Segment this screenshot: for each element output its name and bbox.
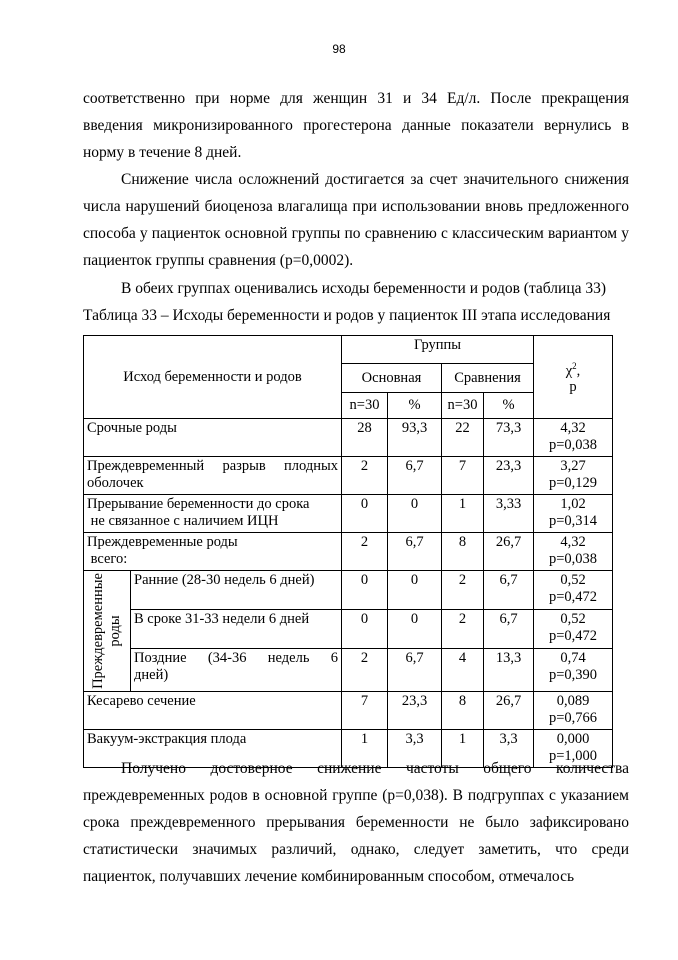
- row-label: [131, 648, 342, 691]
- chi-value: 4,32: [560, 534, 586, 550]
- row-label: Вакуум-экстракция плода: [84, 730, 342, 768]
- cell-pct-comparison: 73,3: [484, 419, 534, 457]
- cell-pct-comparison: 6,7: [484, 571, 534, 610]
- p-value: p=0,472: [548, 589, 598, 605]
- cell-n-main: 7: [342, 692, 388, 730]
- cell-n-comparison: 2: [442, 571, 484, 610]
- cell-chi-p: [534, 692, 613, 730]
- cell-chi-p: [534, 457, 613, 495]
- table-row: [84, 692, 613, 730]
- vertical-label-text: Преждевременные роды: [90, 573, 123, 689]
- cell-n-comparison: 7: [442, 457, 484, 495]
- cell-pct-comparison: 6,7: [484, 609, 534, 648]
- paragraph-4-first-line: [83, 755, 629, 782]
- cell-chi-p: [534, 571, 613, 610]
- header-pct-main: %: [388, 393, 442, 419]
- table-caption: Таблица 33 – Исходы беременности и родов у пациенток III этапа исследования: [83, 307, 611, 324]
- cell-n-main: 0: [342, 609, 388, 648]
- chi-value: 1,02: [560, 496, 586, 512]
- header-n-main: n=30: [342, 393, 388, 419]
- chi-superscript: 2: [572, 360, 577, 371]
- p-value: p=0,038: [548, 551, 598, 567]
- cell-pct-main: 6,7: [388, 457, 442, 495]
- chi-value: 3,27: [560, 458, 586, 474]
- row-label-line-1: Поздние (34-36 недель 6: [134, 649, 338, 666]
- cell-pct-comparison: 26,7: [484, 533, 534, 571]
- preterm-subgroup-label: [84, 571, 131, 692]
- cell-chi-p: [534, 419, 613, 457]
- p4-word: количества: [555, 760, 629, 777]
- p4-word: общего: [483, 760, 532, 777]
- cell-chi-p: [534, 648, 613, 691]
- row-label-line-1: Преждевременный разрыв плодных: [87, 458, 338, 474]
- row-label: Кесарево сечение: [84, 692, 342, 730]
- cell-n-main: 2: [342, 648, 388, 691]
- row-label-line-2: всего:: [87, 551, 128, 567]
- header-main-group: Основная: [342, 364, 442, 393]
- table-row: [84, 533, 613, 571]
- cell-n-main: 0: [342, 571, 388, 610]
- row-label-line-2: оболочек: [87, 475, 144, 491]
- cell-pct-main: 6,7: [388, 648, 442, 691]
- cell-pct-main: 0: [388, 609, 442, 648]
- cell-pct-main: 6,7: [388, 533, 442, 571]
- page-number: 98: [332, 42, 346, 56]
- p-value: p=0,472: [548, 627, 598, 644]
- paragraph-4: [83, 755, 629, 890]
- p-value: p=0,038: [548, 437, 598, 453]
- row-label: Срочные роды: [84, 419, 342, 457]
- outcomes-table: [83, 335, 613, 768]
- table-row: [84, 457, 613, 495]
- cell-n-comparison: 2: [442, 609, 484, 648]
- header-chi-square: [534, 336, 613, 419]
- p-value: p=0,314: [548, 513, 598, 529]
- cell-n-comparison: 8: [442, 533, 484, 571]
- cell-pct-comparison: 3,3: [484, 730, 534, 768]
- cell-n-main: 0: [342, 495, 388, 533]
- table-row: [84, 648, 613, 691]
- p4-word: снижение: [317, 760, 382, 777]
- header-groups: Группы: [342, 336, 534, 364]
- p-value: p=1,000: [548, 748, 598, 764]
- p-value: p=0,129: [548, 475, 598, 491]
- table-row: [84, 495, 613, 533]
- p4-word: Получено: [121, 760, 186, 777]
- cell-n-comparison: 22: [442, 419, 484, 457]
- cell-pct-comparison: 26,7: [484, 692, 534, 730]
- row-label-line-1: Преждевременные роды: [87, 534, 238, 550]
- p-value: p=0,390: [548, 666, 598, 683]
- paragraph-1: соответственно при норме для женщин 31 и 34 Ед/л. После прекращения введения микронизированного прогестерона данные показатели вернулись в норму в течение 8 дней.: [83, 90, 629, 161]
- p-value: p=0,766: [548, 710, 598, 726]
- row-label-line-1: Прерывание беременности до срока: [87, 496, 310, 512]
- table-row: [84, 419, 613, 457]
- cell-n-main: 1: [342, 730, 388, 768]
- cell-pct-comparison: 23,3: [484, 457, 534, 495]
- cell-chi-p: [534, 495, 613, 533]
- p4-word: частоты: [405, 760, 459, 777]
- paragraph-4-rest: преждевременных родов в основной группе (р=0,038). В подгруппах с указанием срока преждевременного прерывания беременности не было зафиксировано статистически значимых различий, однако, следует заметить, что среди пациенток, получавших лечение комбинированным способом, отмечалось: [83, 787, 629, 885]
- row-label: [84, 495, 342, 533]
- chi-value: 0,74: [560, 649, 586, 666]
- p4-word: достоверное: [210, 760, 293, 777]
- table-row: [84, 609, 613, 648]
- cell-n-main: 2: [342, 457, 388, 495]
- cell-pct-main: 23,3: [388, 692, 442, 730]
- paragraph-2: Снижение числа осложнений достигается за счет значительного снижения числа нарушений биоценоза влагалища при использовании вновь предложенного способа у пациенток основной группы по сравнению с классическим вариантом у пациенток группы сравнения (р=0,0002).: [83, 171, 629, 269]
- row-label: Ранние (28-30 недель 6 дней): [131, 571, 342, 610]
- row-label: В сроке 31-33 недели 6 дней: [131, 609, 342, 648]
- cell-n-comparison: 4: [442, 648, 484, 691]
- chi-value: 0,52: [560, 610, 586, 627]
- cell-n-comparison: 8: [442, 692, 484, 730]
- row-label: [84, 457, 342, 495]
- cell-pct-main: 0: [388, 495, 442, 533]
- table-row: [84, 571, 613, 610]
- chi-symbol: χ: [565, 362, 573, 379]
- header-p: p: [569, 379, 577, 396]
- row-label-line-2: не связанное с наличием ИЦН: [87, 513, 279, 529]
- cell-n-comparison: 1: [442, 495, 484, 533]
- cell-pct-comparison: 3,33: [484, 495, 534, 533]
- paragraph-3: В обеих группах оценивались исходы беременности и родов (таблица 33): [121, 280, 607, 297]
- chi-value: 4,32: [560, 420, 586, 436]
- row-label-line-2: дней): [134, 666, 169, 683]
- cell-pct-main: 93,3: [388, 419, 442, 457]
- cell-pct-comparison: 13,3: [484, 648, 534, 691]
- header-pct-comparison: %: [484, 393, 534, 419]
- chi-value: 0,52: [560, 572, 586, 588]
- cell-pct-main: 3,3: [388, 730, 442, 768]
- cell-n-comparison: 1: [442, 730, 484, 768]
- chi-value: 0,000: [556, 731, 590, 747]
- cell-n-main: 28: [342, 419, 388, 457]
- chi-value: 0,089: [556, 693, 590, 709]
- header-n-comparison: n=30: [442, 393, 484, 419]
- row-label: [84, 533, 342, 571]
- cell-chi-p: [534, 609, 613, 648]
- header-comparison-group: Сравнения: [442, 364, 534, 393]
- cell-chi-p: [534, 533, 613, 571]
- chi-comma: ,: [576, 362, 581, 379]
- cell-pct-main: 0: [388, 571, 442, 610]
- cell-n-main: 2: [342, 533, 388, 571]
- header-outcome: Исход беременности и родов: [84, 336, 342, 419]
